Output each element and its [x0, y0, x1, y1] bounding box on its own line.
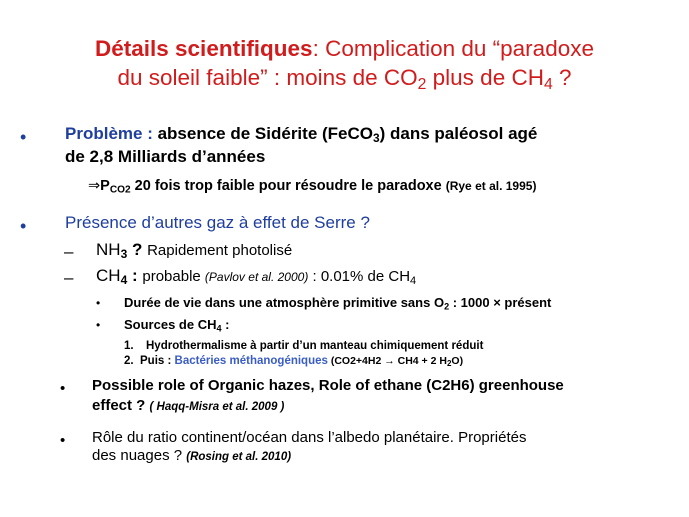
item2-sub: 2 — [446, 359, 452, 368]
duree-sub: 2 — [444, 301, 450, 312]
probleme-text-b: ) dans paléosol agé — [379, 124, 538, 143]
organic-line2-text: effect ? — [92, 397, 150, 414]
ch4-text: probable — [142, 268, 205, 285]
bullet-probleme: • — [20, 127, 27, 147]
ch4-colon: : — [127, 266, 143, 285]
num-2: 2. — [124, 355, 134, 367]
dash-nh3: – — [64, 242, 74, 261]
ch4-sub: 4 — [120, 273, 128, 287]
probleme-implies — [88, 178, 536, 194]
nh3-q: ? — [127, 240, 148, 259]
item2-b: (CO2+4H2 → CH4 + 2 H — [327, 355, 447, 367]
title-line2-a: du soleil faible” : moins de CO — [117, 65, 418, 90]
bullet-presence: • — [20, 216, 27, 236]
numbered-item-2 — [124, 355, 463, 367]
organic-line2 — [92, 397, 284, 414]
item2-link: Bactéries méthanogéniques — [174, 355, 328, 367]
probleme-colon: : — [142, 124, 158, 143]
nh3-formula: NH — [96, 240, 121, 259]
sources-sub: 4 — [216, 323, 222, 334]
ratio-line2-text: des nuages ? — [92, 447, 187, 464]
implies-text: 20 fois trop faible pour résoudre le paradoxe — [130, 178, 446, 194]
title-rest1: : Complication du “paradoxe — [312, 36, 594, 61]
ratio-ref: (Rosing et al. 2010) — [186, 451, 292, 463]
ratio-line1: Rôle du ratio continent/océan dans l’albedo planétaire. Propriétés — [92, 429, 527, 446]
ch4-tail-sub: 4 — [410, 274, 417, 287]
bullet-organic: • — [60, 380, 66, 397]
nh3-sub: 3 — [120, 247, 128, 261]
probleme-text-a: absence de Sidérite (FeCO — [157, 124, 373, 143]
presence-line: Présence d’autres gaz à effet de Serre ? — [65, 213, 370, 232]
bullet-ratio: • — [60, 432, 66, 449]
sources-text-b: : — [221, 317, 230, 332]
bullet-sources: • — [96, 318, 101, 332]
probleme-sub: 3 — [373, 130, 380, 145]
ch4-tail: : 0.01% de CH — [308, 268, 411, 285]
p-co2: P — [100, 178, 110, 194]
title-sub-ch4: 4 — [543, 75, 553, 93]
ch4-line — [96, 266, 416, 286]
slide-title — [0, 34, 689, 92]
probleme-line1 — [65, 124, 537, 144]
ch4-formula: CH — [96, 266, 121, 285]
organic-line1: Possible role of Organic hazes, Role of ethane (C2H6) greenhouse — [92, 377, 564, 394]
organic-ref: ( Haqq-Misra et al. 2009 ) — [149, 401, 285, 413]
duree-line — [124, 295, 551, 310]
item2-c: O) — [451, 355, 464, 367]
title-line2-c: ? — [552, 65, 572, 90]
title-bold: Détails scientifiques — [95, 36, 313, 61]
item1-text: Hydrothermalisme à partir d’un manteau chimiquement réduit — [146, 340, 484, 352]
ch4-ref: (Pavlov et al. 2000) — [204, 270, 309, 284]
bullet-duree: • — [96, 296, 101, 310]
sources-line — [124, 317, 230, 332]
dash-ch4: – — [64, 268, 74, 287]
numbered-item-1 — [124, 340, 483, 352]
probleme-line2: de 2,8 Milliards d’années — [65, 147, 266, 166]
nh3-line — [96, 240, 292, 260]
implies-ref: (Rye et al. 1995) — [445, 179, 537, 193]
ratio-line2 — [92, 447, 291, 464]
title-sub-co2: 2 — [417, 75, 427, 93]
implies-symbol: ⇒ — [88, 178, 101, 194]
item2-a: Puis : — [140, 355, 175, 367]
sources-text-a: Sources de CH — [124, 317, 217, 332]
title-line2-b: plus de CH — [426, 65, 544, 90]
nh3-text: Rapidement photolisé — [147, 242, 293, 259]
duree-text-a: Durée de vie dans une atmosphère primitive sans O — [124, 295, 445, 310]
probleme-label: Problème — [65, 124, 143, 143]
duree-text-b: : 1000 × présent — [449, 295, 552, 310]
num-1: 1. — [124, 340, 134, 352]
p-co2-sub: CO2 — [109, 184, 131, 196]
